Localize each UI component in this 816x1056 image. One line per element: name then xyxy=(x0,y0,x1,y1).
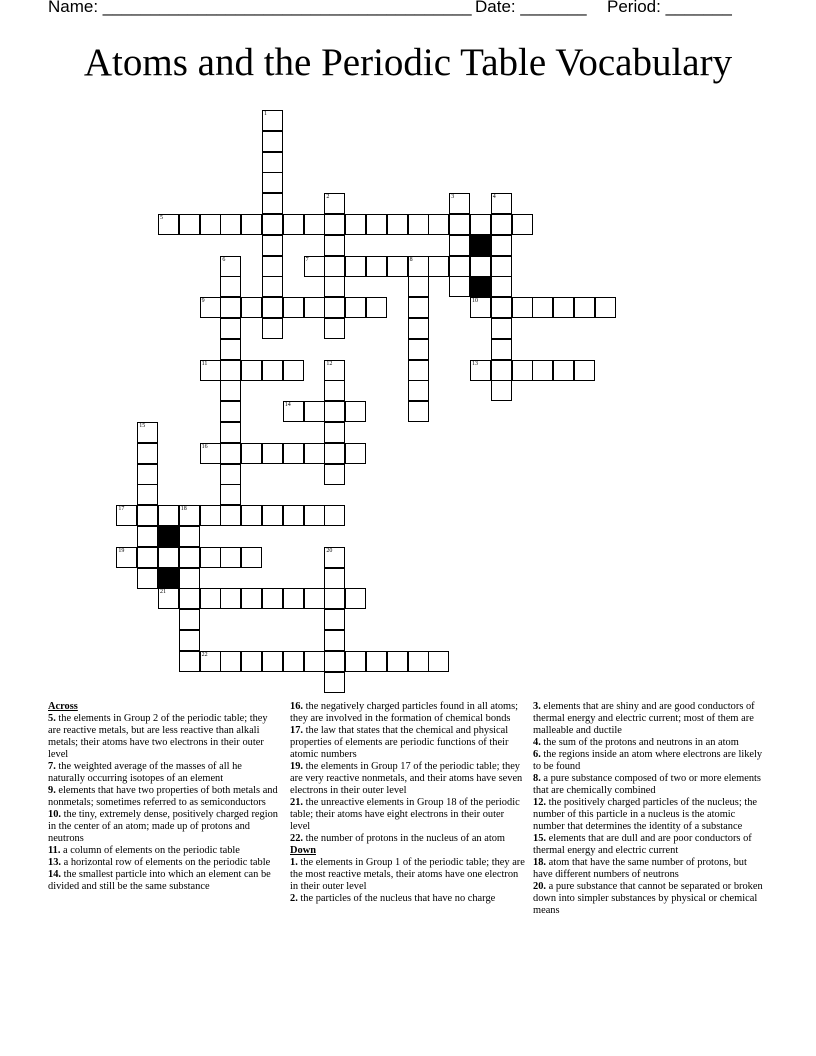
crossword-cell[interactable] xyxy=(137,547,158,568)
crossword-cell[interactable] xyxy=(262,152,283,173)
crossword-cell[interactable] xyxy=(512,360,533,381)
crossword-cell[interactable] xyxy=(324,193,345,214)
clue-number-label: 22 xyxy=(201,651,208,658)
crossword-cell[interactable] xyxy=(324,672,345,693)
crossword-cell[interactable] xyxy=(324,464,345,485)
crossword-cell[interactable] xyxy=(262,297,283,318)
crossword-cell[interactable] xyxy=(408,276,429,297)
crossword-cell[interactable] xyxy=(491,297,512,318)
crossword-cell[interactable] xyxy=(324,568,345,589)
crossword-cell[interactable] xyxy=(220,276,241,297)
crossword-cell[interactable] xyxy=(220,297,241,318)
crossword-cell[interactable] xyxy=(137,526,158,547)
crossword-cell[interactable] xyxy=(324,380,345,401)
crossword-cell[interactable] xyxy=(304,297,325,318)
crossword-cell[interactable] xyxy=(553,360,574,381)
clue-number-label: 8 xyxy=(409,256,413,263)
clue-number-label: 18 xyxy=(180,506,187,513)
clue-number-label: 7 xyxy=(305,256,309,263)
crossword-cell[interactable] xyxy=(179,630,200,651)
crossword-cell[interactable] xyxy=(491,193,512,214)
crossword-cell[interactable] xyxy=(408,380,429,401)
clue-across-9: 9. elements that have two properties of both metals and nonmetals; sometimes referred to as semiconductors xyxy=(48,785,278,808)
crossword-cell[interactable] xyxy=(345,443,366,464)
crossword-cell[interactable] xyxy=(116,547,137,568)
crossword-cell[interactable] xyxy=(137,422,158,443)
crossword-cell[interactable] xyxy=(512,214,533,235)
crossword-cell[interactable] xyxy=(200,505,221,526)
crossword-cell[interactable] xyxy=(449,214,470,235)
crossword-cell[interactable] xyxy=(220,651,241,672)
clue-across-16: 16. the negatively charged particles found in all atoms; they are involved in the formation of chemical bonds xyxy=(290,701,519,724)
clue-down-12: 12. the positively charged particles of the nucleus; the number of this particle in a nucleus is the atomic number that determines the identity of a substance xyxy=(533,797,758,832)
clue-down-20: 20. a pure substance that cannot be separated or broken down into simpler substances by physical or chemical means xyxy=(533,881,763,916)
crossword-cell[interactable] xyxy=(158,547,179,568)
clue-across-22: 22. the number of protons in the nucleus of an atom xyxy=(290,833,506,844)
crossword-cell[interactable] xyxy=(324,256,345,277)
crossword-cell[interactable] xyxy=(304,401,325,422)
crossword-cell[interactable] xyxy=(304,214,325,235)
clue-across-10: 10. the tiny, extremely dense, positively charged region in the center of an atom; made up of protons and neutrons xyxy=(48,809,278,844)
crossword-cell[interactable] xyxy=(262,131,283,152)
crossword-cell[interactable] xyxy=(158,214,179,235)
period-field[interactable]: Period: _______ xyxy=(607,0,732,16)
crossword-cell[interactable] xyxy=(220,505,241,526)
crossword-cell[interactable] xyxy=(324,609,345,630)
crossword-cell[interactable] xyxy=(574,297,595,318)
crossword-cell[interactable] xyxy=(324,422,345,443)
crossword-cell[interactable] xyxy=(366,214,387,235)
crossword-cell[interactable] xyxy=(532,297,553,318)
crossword-cell[interactable] xyxy=(491,318,512,339)
crossword-cell[interactable] xyxy=(324,651,345,672)
crossword-cell[interactable] xyxy=(179,505,200,526)
clue-number-label: 3 xyxy=(451,194,455,201)
crossword-cell[interactable] xyxy=(220,547,241,568)
clue-down-6: 6. the regions inside an atom where electrons are likely to be found xyxy=(533,749,763,772)
crossword-cell[interactable] xyxy=(137,568,158,589)
crossword-cell[interactable] xyxy=(491,276,512,297)
crossword-cell[interactable] xyxy=(449,276,470,297)
clue-number-label: 2 xyxy=(326,194,330,201)
clues-column-1 xyxy=(48,701,280,893)
crossword-cell[interactable] xyxy=(595,297,616,318)
crossword-cell[interactable] xyxy=(200,214,221,235)
crossword-cell[interactable] xyxy=(324,505,345,526)
crossword-cell[interactable] xyxy=(241,214,262,235)
clue-number-label: 6 xyxy=(222,256,226,263)
crossword-cell[interactable] xyxy=(220,339,241,360)
crossword-cell[interactable] xyxy=(220,588,241,609)
name-field[interactable]: Name: _______________________________________ xyxy=(48,0,472,16)
crossword-cell[interactable] xyxy=(179,568,200,589)
crossword-cell[interactable] xyxy=(200,588,221,609)
crossword-cell[interactable] xyxy=(220,256,241,277)
crossword-cell[interactable] xyxy=(220,360,241,381)
crossword-cell[interactable] xyxy=(283,443,304,464)
page-title: Atoms and the Periodic Table Vocabulary xyxy=(83,41,733,84)
crossword-cell[interactable] xyxy=(324,235,345,256)
crossword-cell[interactable] xyxy=(137,443,158,464)
clue-down-15: 15. elements that are dull and are poor conductors of thermal energy and electric current xyxy=(533,833,752,856)
crossword-cell[interactable] xyxy=(512,297,533,318)
crossword-black-cell xyxy=(158,568,179,589)
clue-across-13: 13. a horizontal row of elements on the periodic table xyxy=(48,857,271,868)
crossword-cell[interactable] xyxy=(262,443,283,464)
crossword-cell[interactable] xyxy=(470,297,491,318)
crossword-cell[interactable] xyxy=(200,360,221,381)
clue-down-1: 1. the elements in Group 1 of the periodic table; they are the most reactive metals, their atoms have one electron in their outer level xyxy=(290,857,525,892)
crossword-cell[interactable] xyxy=(179,651,200,672)
crossword-cell[interactable] xyxy=(220,422,241,443)
crossword-cell[interactable] xyxy=(324,547,345,568)
crossword-cell[interactable] xyxy=(408,214,429,235)
crossword-cell[interactable] xyxy=(366,256,387,277)
clue-across-14: 14. the smallest particle into which an element can be divided and still be the same substance xyxy=(48,869,271,892)
crossword-cell[interactable] xyxy=(283,505,304,526)
crossword-cell[interactable] xyxy=(408,360,429,381)
crossword-cell[interactable] xyxy=(262,235,283,256)
crossword-cell[interactable] xyxy=(158,505,179,526)
crossword-cell[interactable] xyxy=(324,360,345,381)
crossword-cell[interactable] xyxy=(241,360,262,381)
crossword-cell[interactable] xyxy=(200,547,221,568)
crossword-cell[interactable] xyxy=(200,297,221,318)
crossword-cell[interactable] xyxy=(491,380,512,401)
crossword-cell[interactable] xyxy=(116,505,137,526)
crossword-cell[interactable] xyxy=(532,360,553,381)
crossword-cell[interactable] xyxy=(241,443,262,464)
crossword-cell[interactable] xyxy=(283,401,304,422)
crossword-cell[interactable] xyxy=(220,401,241,422)
crossword-cell[interactable] xyxy=(449,256,470,277)
crossword-cell[interactable] xyxy=(408,256,429,277)
crossword-cell[interactable] xyxy=(241,547,262,568)
crossword-cell[interactable] xyxy=(304,256,325,277)
clue-number-label: 14 xyxy=(284,402,291,409)
crossword-cell[interactable] xyxy=(179,588,200,609)
clues-column-3 xyxy=(533,701,769,917)
clue-number-label: 9 xyxy=(201,298,205,305)
crossword-cell[interactable] xyxy=(324,443,345,464)
clue-number-label: 10 xyxy=(472,298,478,305)
crossword-cell[interactable] xyxy=(304,588,325,609)
crossword-cell[interactable] xyxy=(241,651,262,672)
crossword-cell[interactable] xyxy=(262,256,283,277)
crossword-cell[interactable] xyxy=(449,235,470,256)
crossword-cell[interactable] xyxy=(220,484,241,505)
crossword-cell[interactable] xyxy=(574,360,595,381)
crossword-cell[interactable] xyxy=(304,505,325,526)
crossword-cell[interactable] xyxy=(449,193,470,214)
crossword-cell[interactable] xyxy=(491,360,512,381)
crossword-cell[interactable] xyxy=(220,380,241,401)
crossword-cell[interactable] xyxy=(408,401,429,422)
crossword-cell[interactable] xyxy=(553,297,574,318)
crossword-cell[interactable] xyxy=(387,214,408,235)
clue-down-3: 3. elements that are shiny and are good conductors of thermal energy and electric current; most of them are malleable and ductile xyxy=(533,701,755,736)
crossword-cell[interactable] xyxy=(470,360,491,381)
crossword-cell[interactable] xyxy=(179,526,200,547)
crossword-cell[interactable] xyxy=(491,214,512,235)
crossword-cell[interactable] xyxy=(345,297,366,318)
crossword-cell[interactable] xyxy=(324,588,345,609)
clue-across-5: 5. the elements in Group 2 of the periodic table; they are reactive metals, but are less reactive than alkali metals; their atoms have two electrons in their outer level xyxy=(48,713,268,760)
crossword-cell[interactable] xyxy=(387,256,408,277)
crossword-cell[interactable] xyxy=(408,297,429,318)
crossword-cell[interactable] xyxy=(241,505,262,526)
crossword-cell[interactable] xyxy=(366,651,387,672)
crossword-cell[interactable] xyxy=(137,464,158,485)
crossword-cell[interactable] xyxy=(262,110,283,131)
crossword-cell[interactable] xyxy=(200,443,221,464)
clue-number-label: 1 xyxy=(264,111,267,117)
crossword-cell[interactable] xyxy=(491,256,512,277)
crossword-cell[interactable] xyxy=(262,318,283,339)
crossword-cell[interactable] xyxy=(283,360,304,381)
clue-across-17: 17. the law that states that the chemical and physical properties of elements are periodic functions of their atomic numbers xyxy=(290,725,509,760)
crossword-cell[interactable] xyxy=(262,214,283,235)
clue-number-label: 11 xyxy=(201,360,208,367)
clue-number-label: 20 xyxy=(326,547,333,554)
crossword-cell[interactable] xyxy=(304,651,325,672)
crossword-cell[interactable] xyxy=(428,214,449,235)
crossword-cell[interactable] xyxy=(220,464,241,485)
crossword-cell[interactable] xyxy=(408,318,429,339)
crossword-black-cell xyxy=(158,526,179,547)
crossword-cell[interactable] xyxy=(387,651,408,672)
crossword-cell[interactable] xyxy=(262,588,283,609)
crossword-cell[interactable] xyxy=(200,651,221,672)
crossword-cell[interactable] xyxy=(179,609,200,630)
crossword-cell[interactable] xyxy=(262,360,283,381)
crossword-cell[interactable] xyxy=(179,547,200,568)
crossword-cell[interactable] xyxy=(345,651,366,672)
crossword-cell[interactable] xyxy=(304,443,325,464)
crossword-cell[interactable] xyxy=(137,505,158,526)
crossword-cell[interactable] xyxy=(262,276,283,297)
clue-across-7: 7. the weighted average of the masses of all he naturally occurring isotopes of an element xyxy=(48,761,242,784)
crossword-cell[interactable] xyxy=(220,443,241,464)
clue-across-11: 11. a column of elements on the periodic table xyxy=(48,845,240,856)
crossword-cell[interactable] xyxy=(491,235,512,256)
crossword-cell[interactable] xyxy=(220,318,241,339)
crossword-cell[interactable] xyxy=(345,401,366,422)
crossword-cell[interactable] xyxy=(283,588,304,609)
crossword-cell[interactable] xyxy=(241,588,262,609)
clue-number-label: 19 xyxy=(118,547,125,554)
crossword-cell[interactable] xyxy=(324,630,345,651)
crossword-cell[interactable] xyxy=(283,214,304,235)
crossword-cell[interactable] xyxy=(262,193,283,214)
crossword-cell[interactable] xyxy=(283,297,304,318)
crossword-cell[interactable] xyxy=(324,214,345,235)
clue-number-label: 15 xyxy=(139,423,146,429)
clue-down-2: 2. the particles of the nucleus that have no charge xyxy=(290,893,496,904)
across-heading: Across xyxy=(48,701,78,712)
crossword-cell[interactable] xyxy=(262,505,283,526)
clue-down-18: 18. atom that have the same number of protons, but have different numbers of neutrons xyxy=(533,857,747,880)
clue-down-4: 4. the sum of the protons and neutrons in an atom xyxy=(533,737,739,748)
crossword-cell[interactable] xyxy=(241,297,262,318)
clue-number-label: 17 xyxy=(118,506,125,513)
crossword-cell[interactable] xyxy=(491,339,512,360)
clue-number-label: 13 xyxy=(472,360,478,367)
clue-across-19: 19. the elements in Group 17 of the periodic table; they are very reactive nonmetals, and their atoms have seven electrons in their outer level xyxy=(290,761,523,796)
crossword-black-cell xyxy=(470,276,491,297)
clue-across-21: 21. the unreactive elements in Group 18 of the periodic table; their atoms have eight electrons in their outer level xyxy=(290,797,520,832)
crossword-cell[interactable] xyxy=(345,256,366,277)
clue-number-label: 12 xyxy=(326,360,333,367)
crossword-cell[interactable] xyxy=(324,318,345,339)
crossword-cell[interactable] xyxy=(428,651,449,672)
crossword-black-cell xyxy=(470,235,491,256)
crossword-cell[interactable] xyxy=(324,401,345,422)
crossword-cell[interactable] xyxy=(470,256,491,277)
crossword-cell[interactable] xyxy=(345,588,366,609)
crossword-cell[interactable] xyxy=(158,588,179,609)
down-heading: Down xyxy=(290,845,316,856)
clue-number-label: 4 xyxy=(492,194,496,201)
date-field[interactable]: Date: _______ xyxy=(475,0,587,16)
crossword-cell[interactable] xyxy=(324,276,345,297)
crossword-cell[interactable] xyxy=(262,172,283,193)
crossword-cell[interactable] xyxy=(366,297,387,318)
crossword-cell[interactable] xyxy=(408,339,429,360)
clue-down-8: 8. a pure substance composed of two or more elements that are chemically combined xyxy=(533,773,761,796)
crossword-cell[interactable] xyxy=(324,297,345,318)
crossword-cell[interactable] xyxy=(283,651,304,672)
crossword-cell[interactable] xyxy=(179,214,200,235)
crossword-cell[interactable] xyxy=(262,651,283,672)
clue-number-label: 21 xyxy=(160,589,166,596)
crossword-cell[interactable] xyxy=(470,214,491,235)
crossword-cell[interactable] xyxy=(428,256,449,277)
clue-number-label: 16 xyxy=(201,443,208,450)
crossword-cell[interactable] xyxy=(345,214,366,235)
crossword-cell[interactable] xyxy=(137,484,158,505)
clues-column-2 xyxy=(290,701,526,905)
crossword-cell[interactable] xyxy=(220,214,241,235)
clue-number-label: 5 xyxy=(160,215,163,221)
crossword-cell[interactable] xyxy=(408,651,429,672)
